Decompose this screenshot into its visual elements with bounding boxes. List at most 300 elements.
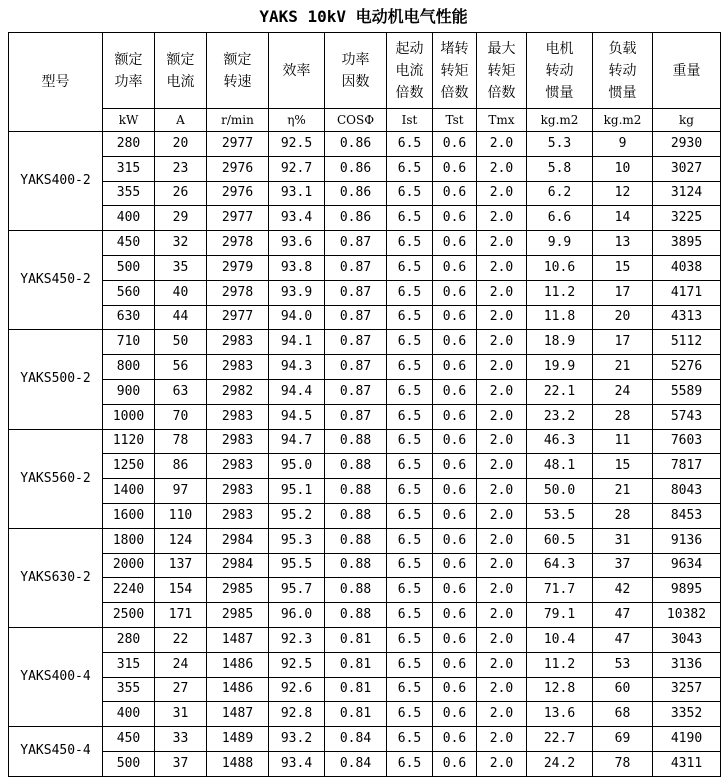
table-row <box>9 727 721 752</box>
column-header-line: 转动 <box>545 62 574 79</box>
table-cell: 0.6 <box>433 578 477 603</box>
table-cell: 64.3 <box>527 553 593 578</box>
table-cell: 2.0 <box>477 429 527 454</box>
table-cell: 6.5 <box>387 677 433 702</box>
table-row <box>9 330 721 355</box>
table-cell: 48.1 <box>527 454 593 479</box>
table-cell: 0.86 <box>325 156 387 181</box>
table-cell: 11.8 <box>527 305 593 330</box>
table-cell: 560 <box>103 280 155 305</box>
table-cell: 0.84 <box>325 751 387 776</box>
table-cell: 171 <box>155 603 207 628</box>
model-cell: YAKS500-2 <box>9 330 103 429</box>
table-cell: 22.7 <box>527 727 593 752</box>
table-cell: 1486 <box>207 652 269 677</box>
table-cell: 6.5 <box>387 702 433 727</box>
table-row <box>9 528 721 553</box>
table-cell: 13.6 <box>527 702 593 727</box>
table-cell: 6.5 <box>387 231 433 256</box>
table-cell: 78 <box>593 751 653 776</box>
table-cell: 900 <box>103 379 155 404</box>
header-row <box>9 33 721 109</box>
table-cell: 0.6 <box>433 132 477 157</box>
table-row <box>9 404 721 429</box>
table-cell: 11.2 <box>527 280 593 305</box>
table-cell: 0.88 <box>325 454 387 479</box>
table-cell: 93.4 <box>269 206 325 231</box>
table-cell: 24 <box>593 379 653 404</box>
table-cell: 28 <box>593 404 653 429</box>
table-cell: 60 <box>593 677 653 702</box>
table-cell: 2976 <box>207 156 269 181</box>
column-header-line: 倍数 <box>487 84 516 101</box>
table-cell: 0.6 <box>433 355 477 380</box>
table-cell: 0.87 <box>325 305 387 330</box>
table-cell: 95.3 <box>269 528 325 553</box>
table-row <box>9 305 721 330</box>
column-unit: r/min <box>207 109 269 132</box>
column-unit: Tst <box>433 109 477 132</box>
table-cell: 0.6 <box>433 305 477 330</box>
table-cell: 12.8 <box>527 677 593 702</box>
table-cell: 0.6 <box>433 727 477 752</box>
column-header-line: 转动 <box>608 62 637 79</box>
table-cell: 95.5 <box>269 553 325 578</box>
table-cell: 2.0 <box>477 503 527 528</box>
table-cell: 31 <box>155 702 207 727</box>
page-title: YAKS 10kV 电动机电气性能 <box>259 7 468 26</box>
table-cell: 3124 <box>653 181 721 206</box>
table-cell: 2.0 <box>477 206 527 231</box>
table-cell: 60.5 <box>527 528 593 553</box>
table-cell: 15 <box>593 454 653 479</box>
column-header-line: 最大 <box>487 40 516 57</box>
table-cell: 94.4 <box>269 379 325 404</box>
table-cell: 1488 <box>207 751 269 776</box>
column-unit: Ist <box>387 109 433 132</box>
table-cell: 2.0 <box>477 751 527 776</box>
table-cell: 12 <box>593 181 653 206</box>
table-cell: 78 <box>155 429 207 454</box>
table-cell: 21 <box>593 355 653 380</box>
table-cell: 2.0 <box>477 553 527 578</box>
table-cell: 3136 <box>653 652 721 677</box>
table-cell: 6.5 <box>387 330 433 355</box>
table-cell: 24 <box>155 652 207 677</box>
table-cell: 7817 <box>653 454 721 479</box>
column-header-line: 转速 <box>223 73 252 90</box>
table-cell: 94.3 <box>269 355 325 380</box>
table-cell: 95.1 <box>269 479 325 504</box>
column-header <box>593 33 653 109</box>
table-cell: 23.2 <box>527 404 593 429</box>
table-cell: 0.88 <box>325 603 387 628</box>
table-cell: 22 <box>155 627 207 652</box>
table-cell: 2985 <box>207 578 269 603</box>
table-cell: 0.81 <box>325 652 387 677</box>
table-cell: 93.2 <box>269 727 325 752</box>
column-header-line: 额定 <box>223 51 252 68</box>
table-cell: 92.5 <box>269 652 325 677</box>
table-cell: 0.6 <box>433 156 477 181</box>
table-cell: 0.6 <box>433 677 477 702</box>
table-cell: 3352 <box>653 702 721 727</box>
model-cell: YAKS400-4 <box>9 627 103 726</box>
table-cell: 0.81 <box>325 677 387 702</box>
table-cell: 2977 <box>207 132 269 157</box>
table-cell: 9136 <box>653 528 721 553</box>
table-cell: 9634 <box>653 553 721 578</box>
table-cell: 2.0 <box>477 603 527 628</box>
table-cell: 450 <box>103 727 155 752</box>
table-row <box>9 429 721 454</box>
table-cell: 0.6 <box>433 479 477 504</box>
table-cell: 3027 <box>653 156 721 181</box>
table-cell: 2.0 <box>477 379 527 404</box>
table-cell: 37 <box>593 553 653 578</box>
table-cell: 35 <box>155 255 207 280</box>
column-unit: kg <box>653 109 721 132</box>
column-header-line: 起动 <box>395 40 424 57</box>
column-header <box>433 33 477 109</box>
column-header-line: 电机 <box>545 40 574 57</box>
table-cell: 10 <box>593 156 653 181</box>
table-cell: 0.88 <box>325 503 387 528</box>
table-cell: 97 <box>155 479 207 504</box>
table-cell: 3257 <box>653 677 721 702</box>
table-cell: 96.0 <box>269 603 325 628</box>
table-cell: 1120 <box>103 429 155 454</box>
table-cell: 95.7 <box>269 578 325 603</box>
table-cell: 3225 <box>653 206 721 231</box>
column-header <box>9 33 103 132</box>
model-cell: YAKS400-2 <box>9 132 103 231</box>
table-cell: 500 <box>103 255 155 280</box>
table-cell: 6.5 <box>387 429 433 454</box>
model-cell: YAKS560-2 <box>9 429 103 528</box>
column-header-line: 倍数 <box>395 84 424 101</box>
table-cell: 0.88 <box>325 479 387 504</box>
column-header <box>269 33 325 109</box>
table-row <box>9 231 721 256</box>
table-cell: 94.1 <box>269 330 325 355</box>
table-cell: 95.2 <box>269 503 325 528</box>
table-cell: 400 <box>103 702 155 727</box>
table-row <box>9 479 721 504</box>
table-row <box>9 132 721 157</box>
table-cell: 17 <box>593 280 653 305</box>
model-cell: YAKS630-2 <box>9 528 103 627</box>
table-cell: 20 <box>155 132 207 157</box>
table-cell: 9 <box>593 132 653 157</box>
table-cell: 0.87 <box>325 231 387 256</box>
table-cell: 0.81 <box>325 627 387 652</box>
table-cell: 137 <box>155 553 207 578</box>
table-cell: 6.5 <box>387 454 433 479</box>
table-cell: 27 <box>155 677 207 702</box>
table-cell: 37 <box>155 751 207 776</box>
table-cell: 0.6 <box>433 429 477 454</box>
table-cell: 93.8 <box>269 255 325 280</box>
table-row <box>9 181 721 206</box>
table-cell: 6.6 <box>527 206 593 231</box>
table-cell: 79.1 <box>527 603 593 628</box>
table-cell: 17 <box>593 330 653 355</box>
table-cell: 92.6 <box>269 677 325 702</box>
table-cell: 0.6 <box>433 652 477 677</box>
table-cell: 3043 <box>653 627 721 652</box>
table-row <box>9 454 721 479</box>
table-cell: 0.84 <box>325 727 387 752</box>
table-cell: 6.5 <box>387 479 433 504</box>
table-cell: 0.87 <box>325 280 387 305</box>
table-cell: 2.0 <box>477 652 527 677</box>
model-cell: YAKS450-2 <box>9 231 103 330</box>
table-cell: 2.0 <box>477 181 527 206</box>
table-cell: 6.5 <box>387 156 433 181</box>
table-cell: 0.6 <box>433 627 477 652</box>
table-cell: 0.87 <box>325 255 387 280</box>
table-cell: 0.86 <box>325 132 387 157</box>
table-cell: 9895 <box>653 578 721 603</box>
table-cell: 0.6 <box>433 503 477 528</box>
table-cell: 2240 <box>103 578 155 603</box>
table-cell: 1489 <box>207 727 269 752</box>
table-cell: 0.6 <box>433 379 477 404</box>
column-unit: kg.m2 <box>593 109 653 132</box>
table-cell: 0.86 <box>325 181 387 206</box>
table-cell: 0.88 <box>325 578 387 603</box>
table-cell: 6.5 <box>387 727 433 752</box>
table-cell: 2.0 <box>477 677 527 702</box>
column-unit: η% <box>269 109 325 132</box>
column-header-line: 功率 <box>114 73 143 90</box>
table-cell: 355 <box>103 677 155 702</box>
column-header <box>527 33 593 109</box>
table-cell: 7603 <box>653 429 721 454</box>
table-cell: 28 <box>593 503 653 528</box>
table-cell: 280 <box>103 627 155 652</box>
table-cell: 86 <box>155 454 207 479</box>
table-cell: 2.0 <box>477 578 527 603</box>
table-cell: 26 <box>155 181 207 206</box>
table-cell: 315 <box>103 652 155 677</box>
table-cell: 18.9 <box>527 330 593 355</box>
table-cell: 32 <box>155 231 207 256</box>
table-cell: 6.5 <box>387 503 433 528</box>
table-cell: 8453 <box>653 503 721 528</box>
table-cell: 42 <box>593 578 653 603</box>
table-cell: 1400 <box>103 479 155 504</box>
table-cell: 6.5 <box>387 578 433 603</box>
column-unit: kW <box>103 109 155 132</box>
model-cell: YAKS450-4 <box>9 727 103 777</box>
table-cell: 2985 <box>207 603 269 628</box>
table-cell: 6.5 <box>387 603 433 628</box>
table-cell: 2.0 <box>477 305 527 330</box>
table-cell: 29 <box>155 206 207 231</box>
column-header-line: 惯量 <box>545 84 574 101</box>
table-cell: 2.0 <box>477 280 527 305</box>
column-header-line: 因数 <box>341 73 370 90</box>
table-row <box>9 702 721 727</box>
table-cell: 2976 <box>207 181 269 206</box>
table-cell: 2978 <box>207 280 269 305</box>
table-cell: 4190 <box>653 727 721 752</box>
table-cell: 46.3 <box>527 429 593 454</box>
table-cell: 70 <box>155 404 207 429</box>
table-cell: 2.0 <box>477 404 527 429</box>
table-cell: 0.6 <box>433 330 477 355</box>
table-cell: 93.1 <box>269 181 325 206</box>
table-cell: 2979 <box>207 255 269 280</box>
table-cell: 2.0 <box>477 627 527 652</box>
table-cell: 3895 <box>653 231 721 256</box>
table-cell: 20 <box>593 305 653 330</box>
table-body <box>9 33 721 777</box>
table-cell: 500 <box>103 751 155 776</box>
table-cell: 47 <box>593 627 653 652</box>
table-cell: 0.87 <box>325 330 387 355</box>
table-cell: 92.5 <box>269 132 325 157</box>
table-cell: 2.0 <box>477 454 527 479</box>
table-cell: 2983 <box>207 503 269 528</box>
table-cell: 4038 <box>653 255 721 280</box>
column-header <box>325 33 387 109</box>
table-cell: 56 <box>155 355 207 380</box>
table-row <box>9 255 721 280</box>
column-header-line: 额定 <box>114 51 143 68</box>
table-cell: 2.0 <box>477 528 527 553</box>
column-unit: COSΦ <box>325 109 387 132</box>
table-cell: 1000 <box>103 404 155 429</box>
table-cell: 92.8 <box>269 702 325 727</box>
table-cell: 50.0 <box>527 479 593 504</box>
table-cell: 6.2 <box>527 181 593 206</box>
table-cell: 4311 <box>653 751 721 776</box>
table-cell: 11 <box>593 429 653 454</box>
table-cell: 5112 <box>653 330 721 355</box>
table-cell: 31 <box>593 528 653 553</box>
table-cell: 2984 <box>207 553 269 578</box>
column-header-line: 负载 <box>608 40 637 57</box>
table-cell: 0.86 <box>325 206 387 231</box>
table-cell: 0.87 <box>325 379 387 404</box>
table-cell: 0.6 <box>433 231 477 256</box>
table-cell: 2930 <box>653 132 721 157</box>
table-cell: 0.88 <box>325 553 387 578</box>
table-cell: 6.5 <box>387 355 433 380</box>
table-cell: 710 <box>103 330 155 355</box>
table-row <box>9 627 721 652</box>
column-unit: kg.m2 <box>527 109 593 132</box>
table-cell: 315 <box>103 156 155 181</box>
table-cell: 1600 <box>103 503 155 528</box>
table-cell: 9.9 <box>527 231 593 256</box>
table-cell: 400 <box>103 206 155 231</box>
table-cell: 40 <box>155 280 207 305</box>
column-unit: Tmx <box>477 109 527 132</box>
table-cell: 93.9 <box>269 280 325 305</box>
table-cell: 6.5 <box>387 652 433 677</box>
table-cell: 69 <box>593 727 653 752</box>
table-cell: 6.5 <box>387 528 433 553</box>
table-cell: 2982 <box>207 379 269 404</box>
table-cell: 6.5 <box>387 404 433 429</box>
column-header-line: 效率 <box>282 62 311 79</box>
table-cell: 1487 <box>207 702 269 727</box>
table-cell: 53 <box>593 652 653 677</box>
table-cell: 630 <box>103 305 155 330</box>
table-cell: 1250 <box>103 454 155 479</box>
column-header-line: 功率 <box>341 51 370 68</box>
table-cell: 19.9 <box>527 355 593 380</box>
table-row <box>9 603 721 628</box>
table-cell: 2.0 <box>477 156 527 181</box>
table-cell: 50 <box>155 330 207 355</box>
table-cell: 800 <box>103 355 155 380</box>
table-cell: 5.8 <box>527 156 593 181</box>
table-cell: 0.88 <box>325 429 387 454</box>
table-cell: 6.5 <box>387 379 433 404</box>
table-cell: 14 <box>593 206 653 231</box>
table-row <box>9 156 721 181</box>
table-cell: 124 <box>155 528 207 553</box>
table-cell: 6.5 <box>387 181 433 206</box>
table-cell: 1800 <box>103 528 155 553</box>
column-header-line: 型号 <box>41 74 70 90</box>
table-cell: 6.5 <box>387 305 433 330</box>
table-cell: 0.6 <box>433 528 477 553</box>
table-cell: 2.0 <box>477 330 527 355</box>
table-cell: 110 <box>155 503 207 528</box>
table-cell: 0.87 <box>325 355 387 380</box>
table-cell: 2.0 <box>477 231 527 256</box>
table-cell: 2983 <box>207 429 269 454</box>
table-cell: 2983 <box>207 355 269 380</box>
column-header-line: 转矩 <box>487 62 516 79</box>
table-cell: 92.3 <box>269 627 325 652</box>
table-cell: 6.5 <box>387 553 433 578</box>
table-cell: 44 <box>155 305 207 330</box>
table-cell: 4171 <box>653 280 721 305</box>
table-cell: 10382 <box>653 603 721 628</box>
table-cell: 1486 <box>207 677 269 702</box>
table-cell: 10.4 <box>527 627 593 652</box>
table-cell: 94.7 <box>269 429 325 454</box>
table-cell: 68 <box>593 702 653 727</box>
column-header <box>155 33 207 109</box>
table-cell: 5743 <box>653 404 721 429</box>
column-header <box>477 33 527 109</box>
table-cell: 280 <box>103 132 155 157</box>
table-cell: 5276 <box>653 355 721 380</box>
table-cell: 33 <box>155 727 207 752</box>
table-cell: 2983 <box>207 454 269 479</box>
column-header-line: 堵转 <box>440 40 469 57</box>
table-row <box>9 206 721 231</box>
table-cell: 53.5 <box>527 503 593 528</box>
table-cell: 6.5 <box>387 255 433 280</box>
table-cell: 2984 <box>207 528 269 553</box>
motor-performance-table <box>8 32 721 777</box>
table-cell: 0.88 <box>325 528 387 553</box>
table-cell: 0.6 <box>433 454 477 479</box>
table-cell: 47 <box>593 603 653 628</box>
table-row <box>9 355 721 380</box>
table-cell: 6.5 <box>387 280 433 305</box>
table-cell: 2.0 <box>477 702 527 727</box>
